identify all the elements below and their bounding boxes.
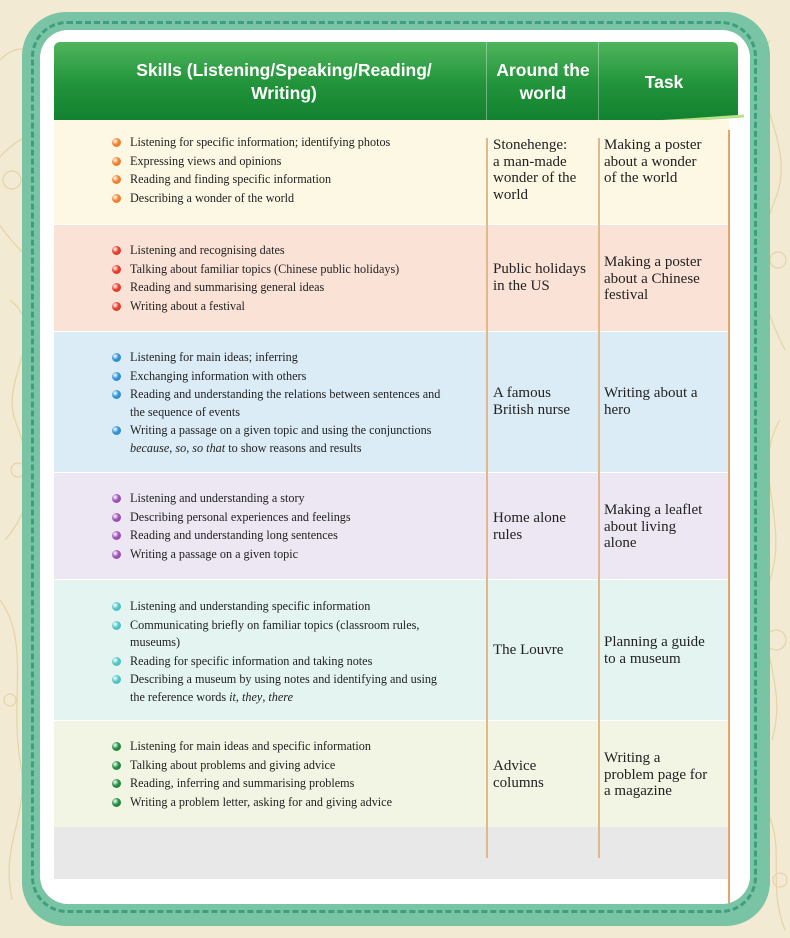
skill-item: Writing a passage on a given topic	[112, 546, 472, 564]
skill-item: Exchanging information with others	[112, 368, 472, 386]
bullet-dot-icon	[112, 602, 121, 611]
skills-list	[112, 134, 472, 208]
header-task: Task	[644, 71, 684, 92]
world-cell: Home alone rules	[493, 510, 566, 543]
skill-item: Writing a problem letter, asking for and giving advice	[112, 794, 472, 812]
world-cell: A famous British nurse	[493, 385, 571, 418]
bullet-dot-icon	[112, 798, 121, 807]
skills-list	[112, 738, 472, 812]
task-cell: Making a leaflet about living alone	[604, 502, 703, 551]
bullet-dot-icon	[112, 194, 121, 203]
skill-item: Describing a museum by using notes and identifying and using the reference words it, they, there	[112, 671, 472, 706]
right-border	[728, 130, 730, 904]
skills-list	[112, 349, 472, 458]
world-cell: Stonehenge: a man-made wonder of the world	[493, 137, 577, 203]
task-cell: Making a poster about a wonder of the world	[604, 137, 702, 186]
bullet-dot-icon	[112, 426, 121, 435]
bullet-dot-icon	[112, 353, 121, 362]
bullet-dot-icon	[112, 372, 121, 381]
task-cell: Making a poster about a Chinese festival	[604, 254, 702, 303]
skill-item: Reading for specific information and taking notes	[112, 653, 472, 671]
bullet-dot-icon	[112, 283, 121, 292]
bullet-dot-icon	[112, 175, 121, 184]
skill-item: Talking about problems and giving advice	[112, 757, 472, 775]
bullet-dot-icon	[112, 494, 121, 503]
bullet-dot-icon	[112, 513, 121, 522]
skill-item: Listening for main ideas and specific information	[112, 738, 472, 756]
bullet-dot-icon	[112, 742, 121, 751]
column-divider	[486, 138, 488, 858]
skill-item: Reading and understanding the relations between sentences and the sequence of events	[112, 386, 472, 421]
bullet-dot-icon	[112, 657, 121, 666]
skills-list	[112, 490, 472, 564]
skill-item: Describing personal experiences and feelings	[112, 509, 472, 527]
bullet-dot-icon	[112, 302, 121, 311]
bullet-dot-icon	[112, 621, 121, 630]
skill-item: Listening for specific information; identifying photos	[112, 134, 472, 152]
bullet-dot-icon	[112, 675, 121, 684]
skill-item: Reading and finding specific information	[112, 171, 472, 189]
skill-item: Listening and understanding specific information	[112, 598, 472, 616]
bullet-dot-icon	[112, 246, 121, 255]
skill-item: Reading and understanding long sentences	[112, 527, 472, 545]
skill-item: Expressing views and opinions	[112, 153, 472, 171]
world-cell: The Louvre	[493, 642, 564, 658]
footer-strip	[54, 827, 729, 879]
skill-item: Talking about familiar topics (Chinese public holidays)	[112, 261, 472, 279]
skill-item: Writing about a festival	[112, 298, 472, 316]
task-cell: Writing about a hero	[604, 385, 698, 418]
header-world	[487, 42, 599, 122]
skill-item: Communicating briefly on familiar topics (classroom rules, museums)	[112, 617, 472, 652]
bullet-dot-icon	[112, 779, 121, 788]
task-cell: Writing a problem page for a magazine	[604, 750, 708, 799]
syllabus-table	[40, 30, 750, 904]
header-world-line1: Around the	[496, 60, 590, 80]
header-skills-line1: Skills (Listening/Speaking/Reading/	[136, 60, 432, 80]
header-skills	[54, 42, 514, 122]
bullet-dot-icon	[112, 531, 121, 540]
bullet-dot-icon	[112, 550, 121, 559]
header-skills-line2: Writing)	[251, 83, 317, 103]
skill-item: Reading and summarising general ideas	[112, 279, 472, 297]
skills-list	[112, 598, 472, 707]
bullet-dot-icon	[112, 138, 121, 147]
skill-item: Listening and recognising dates	[112, 242, 472, 260]
skill-item: Writing a passage on a given topic and using the conjunctions because, so, so that to show reasons and results	[112, 422, 472, 457]
skill-item: Describing a wonder of the world	[112, 190, 472, 208]
bullet-dot-icon	[112, 390, 121, 399]
bullet-dot-icon	[112, 265, 121, 274]
bullet-dot-icon	[112, 157, 121, 166]
header-world-line2: world	[519, 83, 567, 103]
column-divider	[598, 138, 600, 858]
skills-list	[112, 242, 472, 316]
skill-item: Reading, inferring and summarising problems	[112, 775, 472, 793]
world-cell: Public holidays in the US	[493, 261, 586, 294]
task-cell: Planning a guide to a museum	[604, 634, 705, 667]
skill-item: Listening for main ideas; inferring	[112, 349, 472, 367]
world-cell: Advice columns	[493, 758, 544, 791]
bullet-dot-icon	[112, 761, 121, 770]
skill-item: Listening and understanding a story	[112, 490, 472, 508]
